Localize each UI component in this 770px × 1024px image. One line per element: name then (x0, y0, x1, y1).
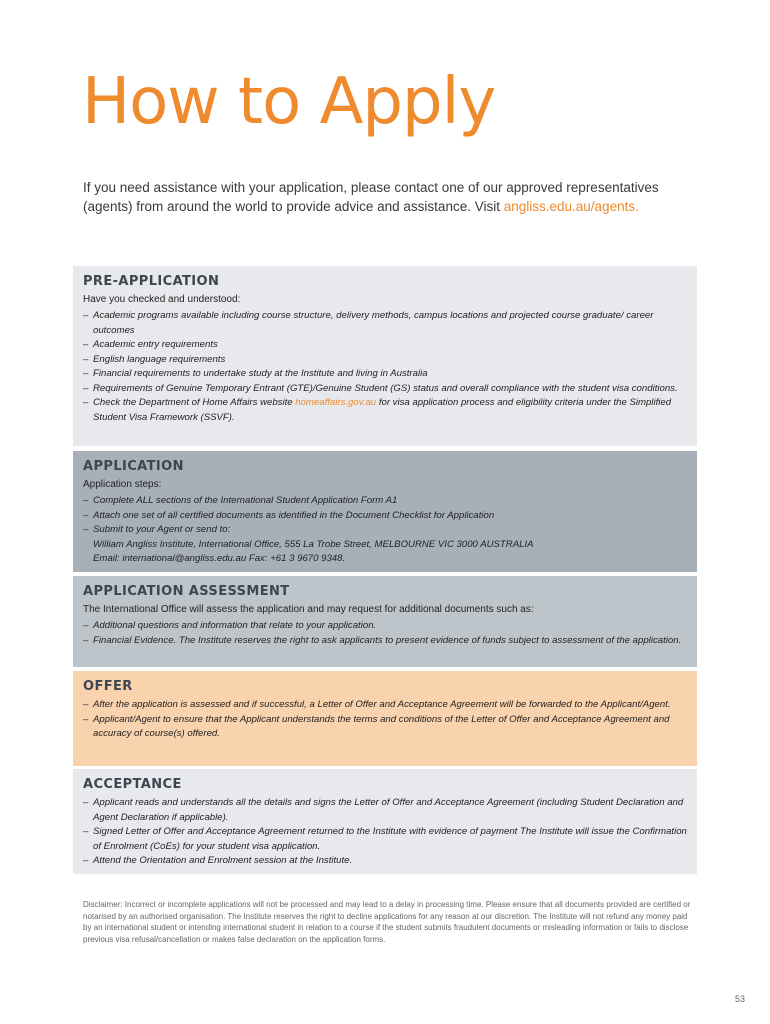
list-item: – Applicant reads and understands all the details and signs the Letter of Offer and Acceptance Agreement (including Student Declaration and Agent Declaration if applicable). (83, 796, 687, 825)
assessment-list (83, 619, 687, 648)
list-item: – Financial Evidence. The Institute reserves the right to ask applicants to present evidence of funds subject to assessment of the application. (83, 634, 687, 649)
submit-line: Submit to your Agent or send to: (93, 524, 231, 535)
application-section (73, 451, 697, 572)
pre-application-lead: Have you checked and understood: (83, 294, 241, 305)
intro-text: If you need assistance with your application, please contact one of our approved representatives (agents) from around the world to provide advice and assistance. Visit (83, 180, 659, 214)
pre-application-title: PRE-APPLICATION (83, 274, 220, 289)
assessment-title: APPLICATION ASSESSMENT (83, 584, 290, 599)
list-item: – Signed Letter of Offer and Acceptance Agreement returned to the Institute with evidence of payment The Institute will issue the Confirmation of Enrolment (CoEs) for your student visa application. (83, 825, 687, 854)
intro-paragraph (83, 178, 703, 216)
list-item (83, 523, 687, 567)
disclaimer: Disclaimer: Incorrect or incomplete applications will not be processed and may lead to a delay in processing time. Please ensure that all documents provided are certified or notarised by an authorised organisation. The Institute reserves the right to decline applications for any reason at our discretion. The Institute will not refund any money paid by an international student or intending international student in relation to a course if the student submits fraudulent documents or misleading information or fails to disclose previous visa refusal/cancellation or makes false declaration on the application forms. (83, 900, 691, 944)
institute-address: William Angliss Institute, International Office, 555 La Trobe Street, MELBOURNE VIC 3000 AUSTRALIA (93, 538, 534, 550)
list-item-text: Check the Department of Home Affairs website (93, 397, 296, 408)
contact-details: Email: international@angliss.edu.au Fax: +61 3 9670 9348. (93, 553, 346, 564)
list-item: – English language requirements (83, 353, 687, 368)
list-item: – Financial requirements to undertake study at the Institute and living in Australia (83, 367, 687, 382)
list-item: – Attach one set of all certified documents as identified in the Document Checklist for Application (83, 509, 687, 524)
application-list (83, 494, 687, 567)
application-lead: Application steps: (83, 479, 162, 490)
homeaffairs-link[interactable]: homeaffairs.gov.au (295, 397, 377, 408)
list-item: – Academic entry requirements (83, 338, 687, 353)
page-title: How to Apply (82, 65, 496, 139)
list-item: – Additional questions and information that relate to your application. (83, 619, 687, 634)
acceptance-section (73, 769, 697, 874)
list-item: – Requirements of Genuine Temporary Entrant (GTE)/Genuine Student (GS) status and overall compliance with the student visa conditions. (83, 382, 687, 397)
offer-list (83, 698, 687, 742)
acceptance-title: ACCEPTANCE (83, 777, 182, 792)
assessment-lead: The International Office will assess the application and may request for additional documents such as: (83, 604, 534, 615)
pre-application-list (83, 309, 687, 425)
list-item: – Applicant/Agent to ensure that the Applicant understands the terms and conditions of the Letter of Offer and Acceptance Agreement and accuracy of course(s) offered. (83, 713, 687, 742)
offer-title: OFFER (83, 679, 133, 694)
agents-link[interactable]: angliss.edu.au/agents. (503, 199, 639, 214)
application-title: APPLICATION (83, 459, 184, 474)
acceptance-list (83, 796, 687, 869)
list-item: – Complete ALL sections of the International Student Application Form A1 (83, 494, 687, 509)
page-number: 53 (735, 994, 746, 1004)
list-item (83, 396, 687, 425)
list-item: – Attend the Orientation and Enrolment session at the Institute. (83, 854, 687, 869)
list-item: – After the application is assessed and if successful, a Letter of Offer and Acceptance Agreement will be forwarded to the Applicant/Agent. (83, 698, 687, 713)
pre-application-section (73, 266, 697, 446)
assessment-section (73, 576, 697, 667)
list-item: – Academic programs available including course structure, delivery methods, campus locations and projected course graduate/ career outcomes (83, 309, 687, 338)
offer-section (73, 671, 697, 766)
list-item-text: for visa application process and eligibility criteria under the Simplified Student Visa Framework (SSVF). (93, 397, 672, 423)
